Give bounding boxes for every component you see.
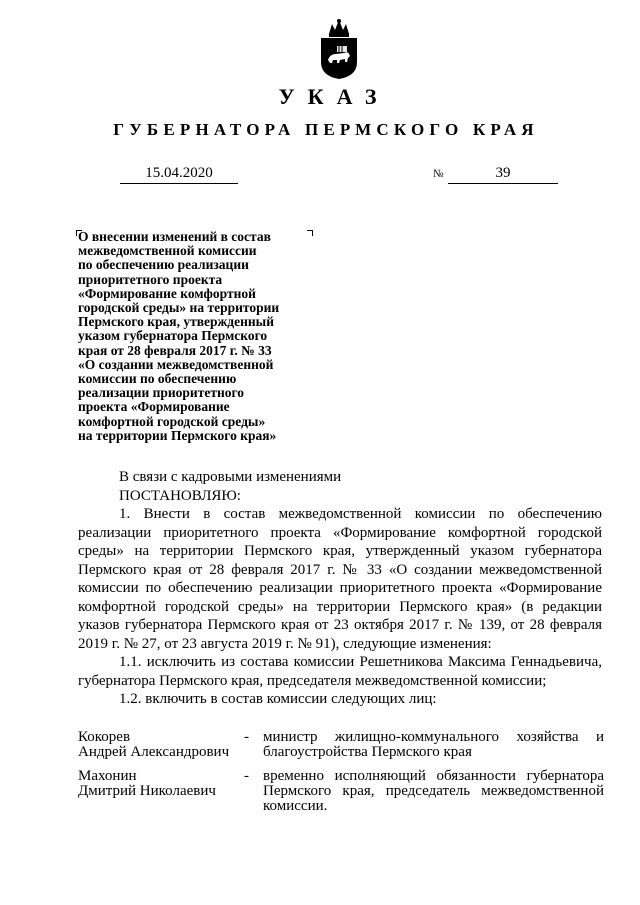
member-role: временно исполняющий обязанности губернатора Пермского края, председатель межведомственной комиссии. [263, 768, 604, 814]
member-name [78, 730, 248, 760]
heading-line: приоритетного проекта [78, 271, 223, 287]
heading-line: «Формирование комфортной [78, 285, 256, 301]
document-date: 15.04.2020 [120, 163, 238, 184]
decree-word: ПОСТАНОВЛЯЮ: [119, 487, 241, 504]
heading-line: Пермского края, утвержденный [78, 314, 275, 330]
member-dash: - [244, 768, 249, 784]
member-name [78, 769, 248, 799]
member-surname: Кокорев [78, 729, 131, 745]
item-1-2-paragraph: 1.2. включить в состав комиссии следующих лиц: [119, 691, 437, 707]
heading-line: проекта «Формирование [78, 399, 230, 415]
member-dash: - [244, 729, 249, 745]
document-heading [78, 230, 318, 443]
item-1-paragraph: 1. Внести в состав межведомственной комиссии по обеспечению реализации приоритетного проекта «Формирование комфортной городской среды» на территории Пермского края, утвержденный указом губернатора Пермского края от 28 февраля 2017 г. № 33 «О создании межведомственной комиссии по обеспечению реализации приоритетного проекта «Формирование комфортной городской среды» на территории Пермского края» (в редакции указов губернатора Пермского края от 23 октября 2017 г. № 139, от 28 февраля 2019 г. № 27, от 23 августа 2019 г. № 91), следующие изменения: [78, 506, 602, 652]
member-given-names: Андрей Александрович [78, 744, 230, 760]
document-body [78, 468, 602, 709]
heading-line: межведомственной комиссии [78, 243, 257, 259]
item-1-1-paragraph: 1.1. исключить из состава комиссии Решетникова Максима Геннадьевича, губернатора Пермского края, председателя межведомственной комиссии; [78, 654, 602, 689]
member-given-names: Дмитрий Николаевич [78, 783, 216, 799]
perm-krai-coat-of-arms-icon [318, 18, 360, 80]
heading-line: по обеспечению реализации [78, 257, 249, 273]
document-subtitle: ГУБЕРНАТОРА ПЕРМСКОГО КРАЯ [113, 120, 539, 139]
document-title: УКАЗ [278, 84, 390, 109]
heading-line: комиссии по обеспечению [78, 371, 237, 387]
heading-line: на территории Пермского края» [78, 427, 277, 443]
heading-line: комфортной городской среды» [78, 413, 266, 429]
heading-line: О внесении изменений в состав [78, 229, 271, 244]
number-sign: № [433, 168, 444, 180]
heading-line: «О создании межведомственной [78, 356, 274, 372]
document-number: 39 [448, 163, 558, 184]
heading-line: края от 28 февраля 2017 г. № 33 [78, 342, 272, 358]
member-role: министр жилищно-коммунального хозяйства и благоустройства Пермского края [263, 729, 604, 760]
member-surname: Махонин [78, 768, 137, 784]
heading-line: указом губернатора Пермского [78, 328, 268, 344]
heading-line: реализации приоритетного [78, 385, 245, 401]
heading-line: городской среды» на территории [78, 300, 280, 316]
intro-paragraph: В связи с кадровыми изменениями [119, 469, 342, 485]
